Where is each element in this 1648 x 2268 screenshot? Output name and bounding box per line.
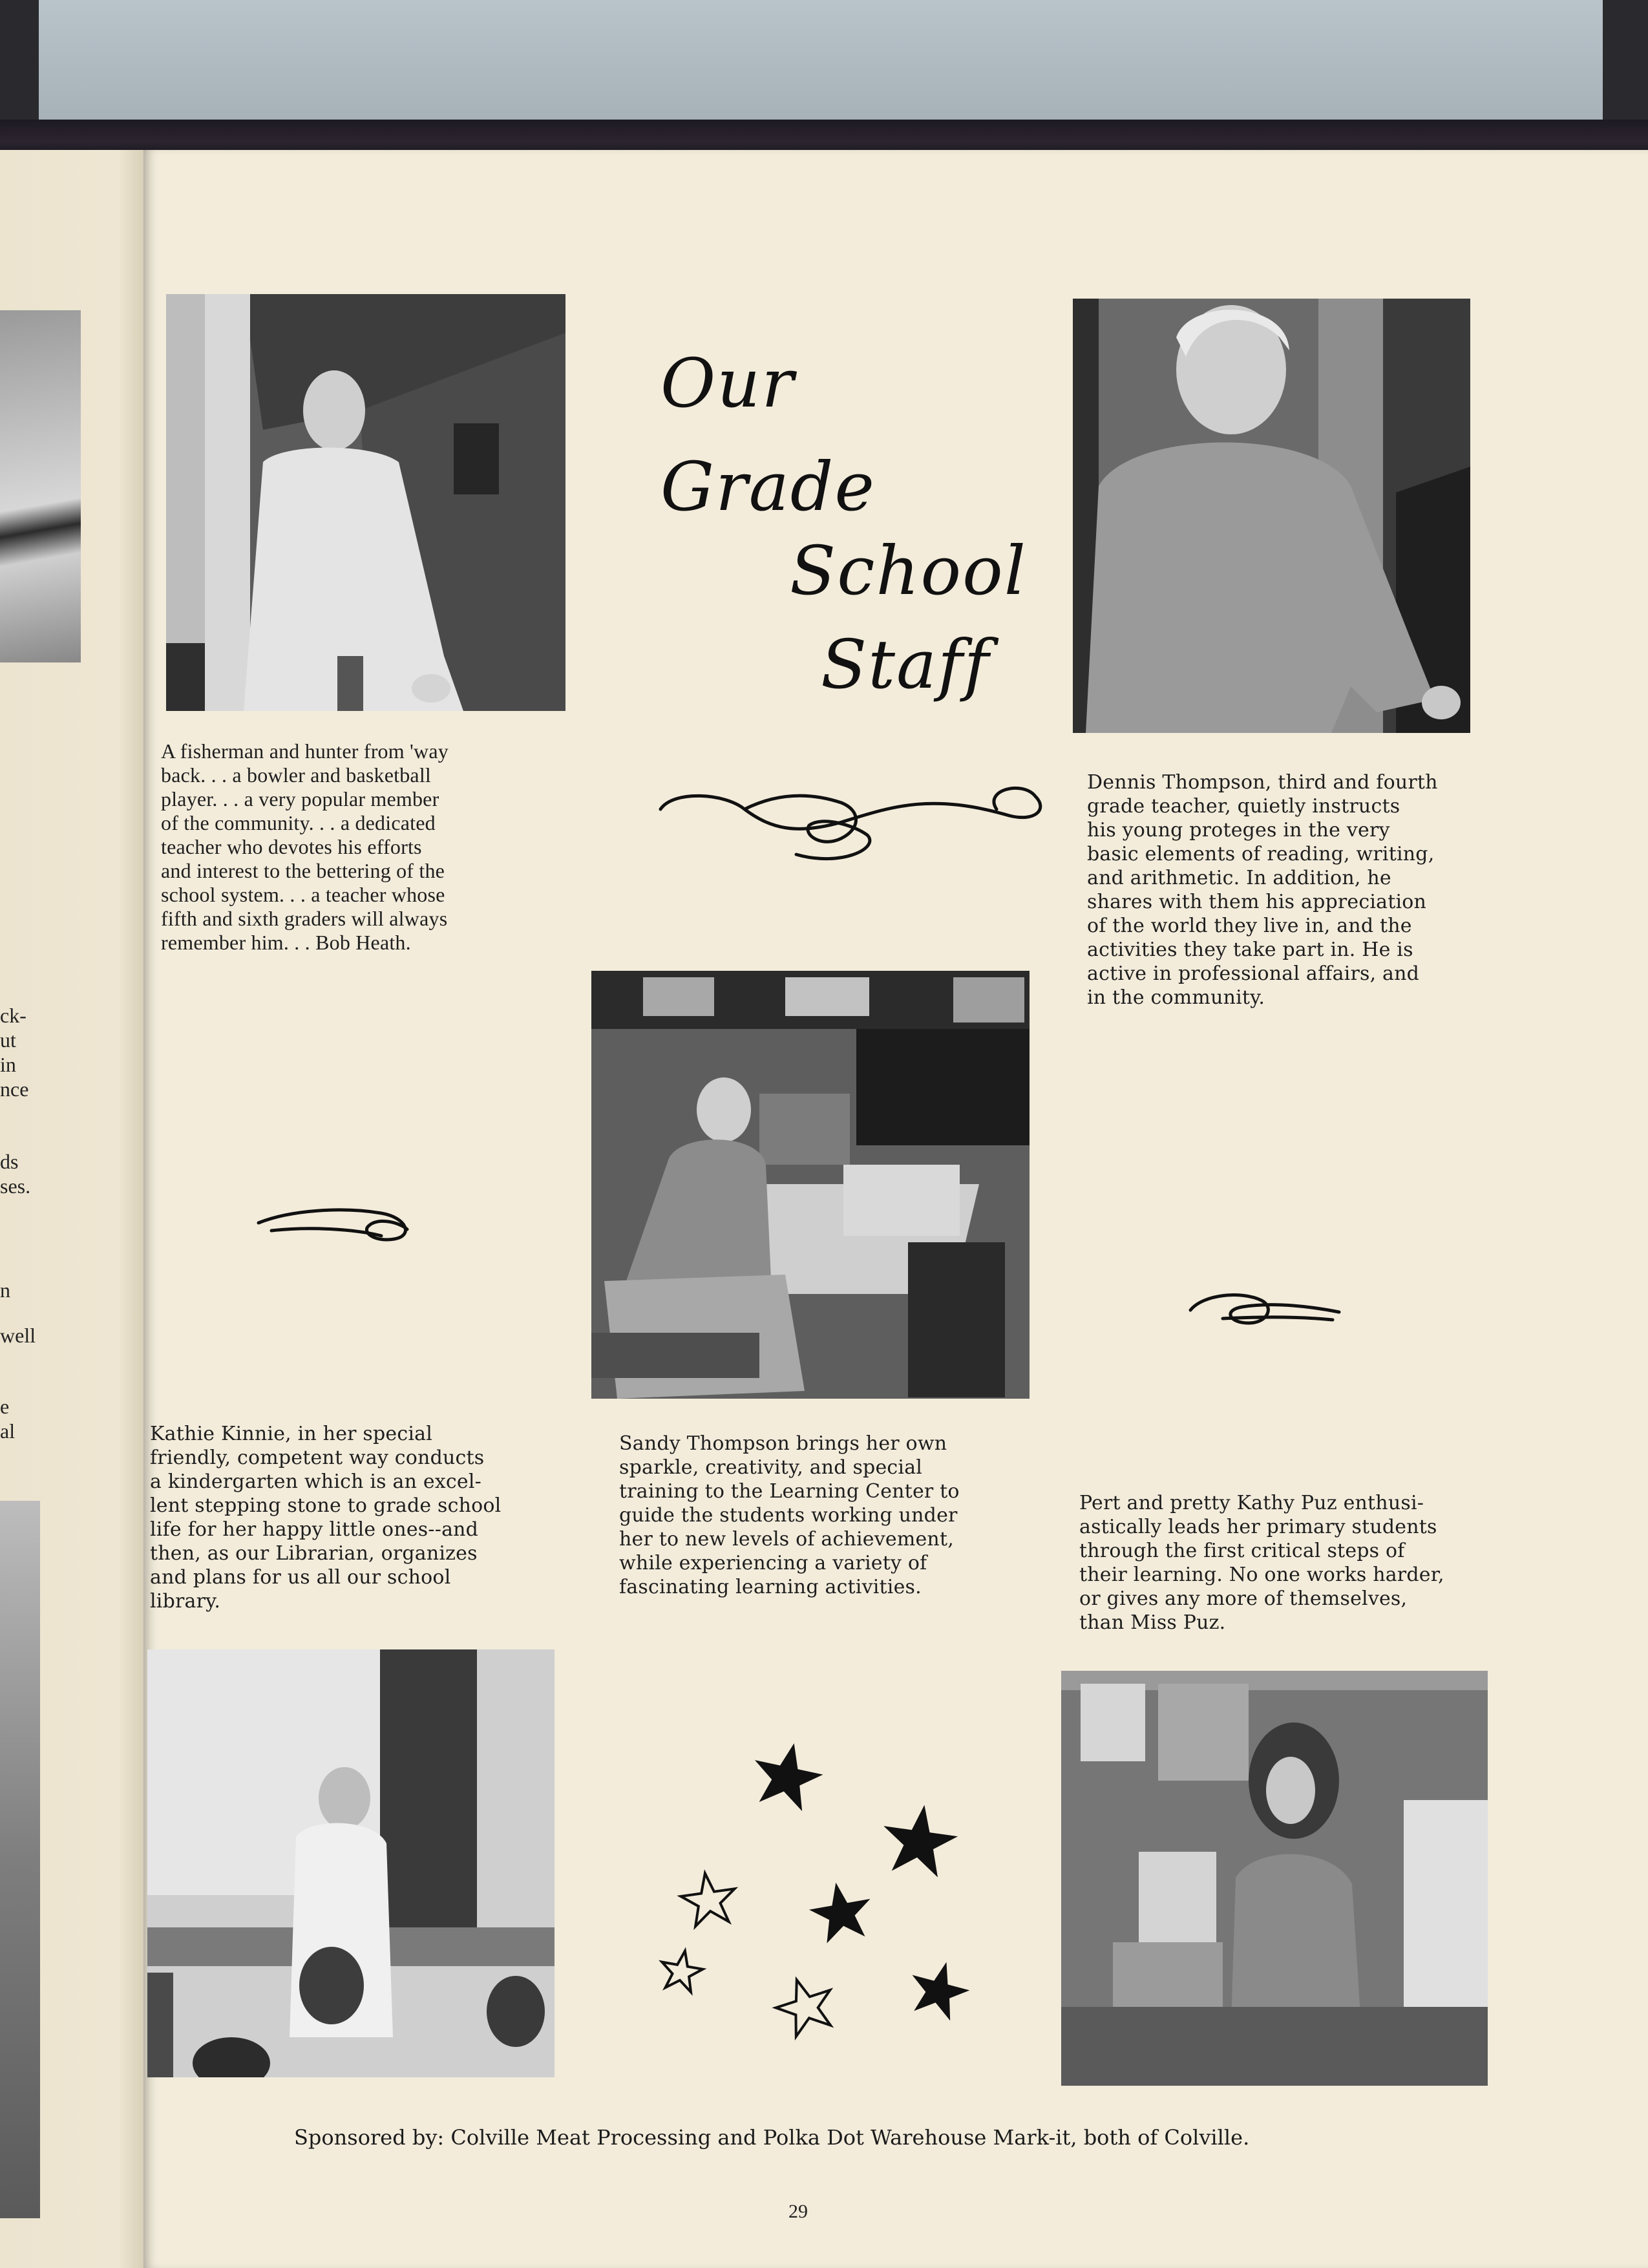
page-title-line-2: Grade: [660, 447, 876, 526]
star-icon: [770, 1971, 840, 2040]
left-page-fragment: al: [0, 1419, 16, 1443]
star-icon: [805, 1877, 876, 1945]
left-page-photo-top: [0, 310, 81, 662]
caption-kathie-kinnie: Kathie Kinnie, in her special friendly, competent way conducts a kindergarten which is an excel- lent stepping stone to grade school life for her happy little ones--and then, as our Librarian, organizes and plans for us all our school library.: [150, 1423, 502, 1613]
book-binding: [0, 120, 1648, 152]
star-icon: [678, 1870, 739, 1928]
star-icon: [878, 1800, 962, 1880]
flourish-ornament-center: [648, 758, 1048, 874]
left-page-fragment: in: [0, 1053, 16, 1076]
star-icon: [903, 1955, 975, 2024]
caption-kathy-puz: Pert and pretty Kathy Puz enthusi- astically leads her primary students through the first critical steps of their learning. No one works harder, or gives any more of themselves, than Miss Puz.: [1079, 1492, 1444, 1634]
star-icon: [658, 1947, 706, 1993]
star-icon: [746, 1736, 828, 1814]
page-title-line-1: Our: [660, 344, 795, 423]
caption-bob-heath: A fisherman and hunter from 'way back. . . a bowler and basketball player. . . a very popular member of the community. . . a dedicated teacher who devotes his efforts and interest to the bettering of the school system. . . a teacher whose fifth and sixth graders will always remember him. . . Bob Heath.: [161, 739, 449, 954]
left-page-fragment: n: [0, 1278, 10, 1302]
left-page-fragment: ds: [0, 1150, 19, 1173]
flourish-ornament-left: [252, 1191, 420, 1255]
left-page-fragment: ses.: [0, 1174, 31, 1198]
left-page-fragment: ck-: [0, 1004, 26, 1027]
sponsor-line: Sponsored by: Colville Meat Processing and Polka Dot Warehouse Mark-it, both of Colville.: [294, 2125, 1250, 2150]
photo-bob-heath: [166, 294, 565, 711]
left-page-fragment: nce: [0, 1077, 29, 1101]
photo-sandy-thompson: [591, 971, 1030, 1399]
photo-kathy-puz: [1061, 1671, 1488, 2086]
page-number: 29: [788, 2201, 808, 2222]
left-page-fragment: e: [0, 1395, 10, 1418]
yearbook-page: [143, 150, 1648, 2268]
page-title-line-4: Staff: [821, 625, 991, 704]
stars-decoration: [648, 1714, 1009, 2050]
left-page-fragment: well: [0, 1324, 36, 1347]
caption-dennis-thompson: Dennis Thompson, third and fourth grade teacher, quietly instructs his young proteges in the very basic elements of reading, writing, and arithmetic. In addition, he shares with them his appreciation of the world they live in, and the activities they take part in. He is active in professional affairs, and in the community.: [1087, 771, 1438, 1009]
left-page-edge: [0, 150, 147, 2268]
flourish-ornament-right: [1184, 1281, 1346, 1339]
left-page-photo-bottom: [0, 1501, 40, 2218]
photo-kathie-kinnie: [147, 1649, 555, 2077]
photo-dennis-thompson: [1073, 299, 1470, 733]
page-title-line-3: School: [790, 531, 1027, 610]
scanner-background: [39, 0, 1603, 120]
caption-sandy-thompson: Sandy Thompson brings her own sparkle, creativity, and special training to the Learning Center to guide the students working under her to new levels of achievement, while experiencing a variety of fascinating learning activities.: [619, 1432, 960, 1598]
left-page-fragment: ut: [0, 1028, 16, 1052]
